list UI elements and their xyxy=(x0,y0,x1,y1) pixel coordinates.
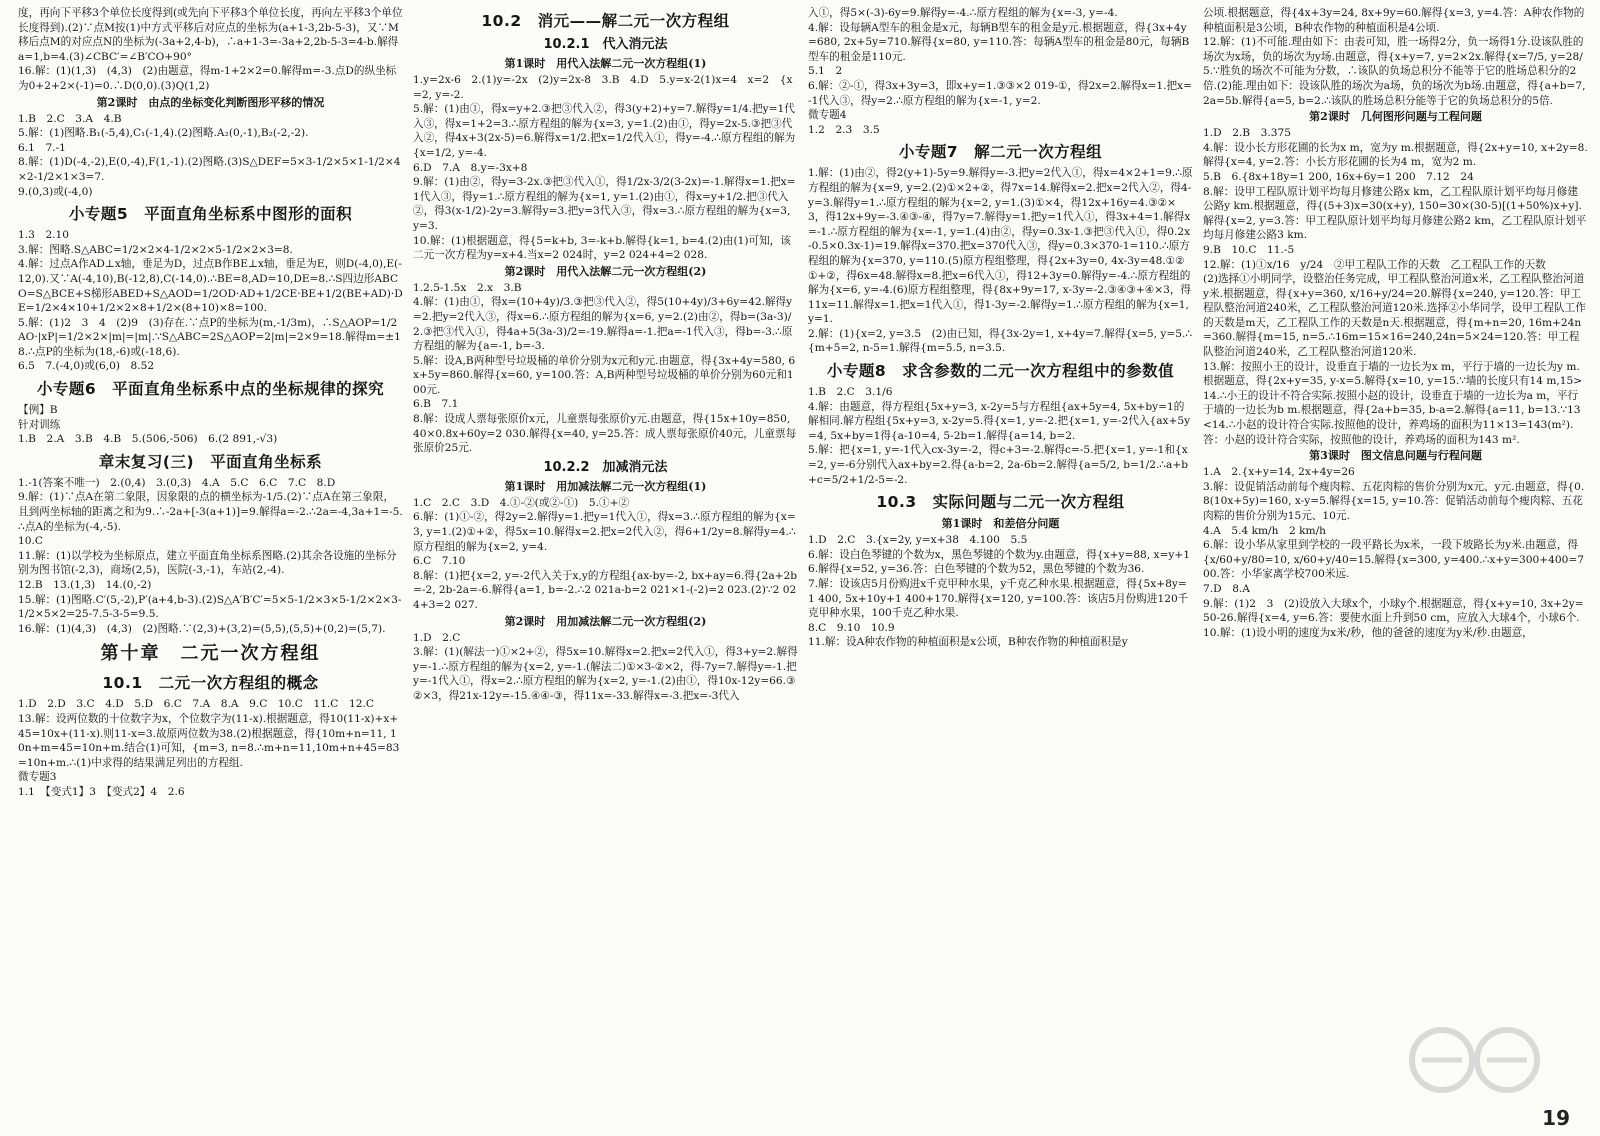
answer-paragraph: 6.C 7.10 xyxy=(413,555,466,568)
answer-paragraph: 10.解：(1)设小明的速度为x米/秒，他的爸爸的速度为y米/秒.由题意， xyxy=(1203,626,1533,639)
lesson-title: 第2课时 几何图形问题与工程问题 xyxy=(1309,110,1482,124)
answer-paragraph: 3.解：设促销活动前每个瘦肉粽、五花肉粽的售价分别为x元、y元.由题意，得{0.8(10x+5y)=160, x-y=5.解得{x=15, y=10.答：促销活动前每个瘦肉粽、五花肉粽的售价分别为15元、10元. xyxy=(1203,480,1585,522)
answer-paragraph: 13.解：设两位数的十位数字为x，个位数字为(11-x).根据题意，得10(11-x)+x+45=10x+(11-x).则11-x=3.故原两位数为38.(2)根据题意，得{10m+n=11, 10n+m=45=10n+m.结合(1)可知，{m=3, n=8.∴m+n=11,10m+n+45=83=10n+m.∴(1)中求得的结果满足列出的方程组. xyxy=(18,712,400,769)
answer-paragraph: 1.D 2.C 3.{x=2y, y=x+38 4.100 5.5 xyxy=(808,534,1028,547)
section-title: 小专题5 平面直角坐标系中图形的面积 xyxy=(68,205,353,224)
column-2 xyxy=(413,6,798,1136)
answer-paragraph: 4.A 5.4 km/h 2 km/h xyxy=(1203,524,1326,537)
column-1 xyxy=(18,6,403,1136)
answer-paragraph: 3.解：(1)(解法一)①×2+②，得5x=10.解得x=2.把x=2代入①，得3+y=2.解得y=-1.∴原方程组的解为{x=2, y=-1.(解法二)①×3-②×2，得-7y=7.解得y=-1.把y=-1代入①，得x=2.∴原方程组的解为{x=2, y=-1.(2)由①，得10x-12y=66.③②×3，得21x-12y=-15.④④-③，得11x=-33.解得x=-3.把x=-3代入 xyxy=(413,646,798,702)
section-title: 10.1 二元一次方程组的概念 xyxy=(102,674,319,693)
answer-paragraph: 10.C xyxy=(18,535,43,548)
section-title: 小专题6 平面直角坐标系中点的坐标规律的探究 xyxy=(36,380,385,399)
answer-paragraph: 9.B 10.C 11.-5 xyxy=(1203,243,1295,256)
answer-paragraph: 1.B 2.C 3.A 4.B xyxy=(18,112,122,125)
answer-paragraph: 8.解：设成人票每张原价x元，儿童票每张原价y元.由题意，得{15x+10y=850, 40×0.8x+60y=2 030.解得{x=40, y=25.答：成人票每张原价40元，儿童票每张原价25元. xyxy=(413,413,797,455)
answer-paragraph: 8.解：设甲工程队原计划平均每月修建公路x km，乙工程队原计划平均每月修建公路y km.根据题意，得{(5+3)x=30(x+y), 150=30×(30-5)[(1+50%)x+y].解得{x=2, y=3.答：甲工程队原计划平均每月修建公路2 km，乙工程队原计划平均每月修建公路3 km. xyxy=(1203,185,1587,242)
answer-paragraph: 2.解：(1){x=2, y=3.5 (2)由已知，得{3x-2y=1, x+4y=7.解得{x=5, y=5.∴{m+5=2, n-5=1.解得{m=5.5, n=3.5. xyxy=(808,327,1193,355)
answer-paragraph: 针对训练 xyxy=(18,418,61,431)
answer-paragraph: 度，再向下平移3个单位长度得到(或先向下平移3个单位长度，再向左平移3个单位长度得到).(2)∵点M按(1)中方式平移后对应点的坐标为(a+1-3,2b-5-3)，又∵M移后点M的对应点N的坐标为(-3a+2,4-b)，∴a+1-3=-3a+2,2b-5-3=4-b.解得a=1,b=4.(3)∠CBC′=∠B′CO+90° xyxy=(18,7,403,63)
answer-paragraph: 6.解：设小华从家里到学校的一段平路长为x米，一段下坡路长为y米.由题意，得{x/60+y/80=10, x/60+y/40=15.解得{x=300, y=400.∴x+y=300+400=700.答：小华家离学校700米远. xyxy=(1203,539,1584,581)
answer-paragraph: 8.解：(1)D(-4,-2),E(0,-4),F(1,-1).(2)图略.(3)S△DEF=5×3-1/2×5×1-1/2×4×2-1/2×1×3=7. xyxy=(18,156,401,183)
answer-paragraph: 6.B 7.1 xyxy=(413,398,459,411)
answer-paragraph: 1.C 2.C 3.D 4.①-②(或②-①) 5.①+② xyxy=(413,496,630,509)
answer-paragraph: 微专题3 xyxy=(18,771,57,784)
column-4 xyxy=(1203,6,1588,1136)
answer-paragraph: 10.解：(1)根据题意，得{5=k+b, 3=-k+b.解得{k=1, b=4.(2)由(1)可知，该二元一次方程为y=x+4.当x=2 024时，y=2 024+4=2 028. xyxy=(413,234,791,262)
section-title: 10.2 消元——解二元一次方程组 xyxy=(481,12,730,30)
answer-paragraph: 5.1 2 xyxy=(808,65,843,78)
answer-paragraph: 【例】B xyxy=(18,404,58,417)
lesson-title: 第1课时 和差倍分问题 xyxy=(941,517,1060,531)
answer-paragraph: 1.3 2.10 xyxy=(18,229,70,242)
answer-paragraph: 5.B 6.{8x+18y=1 200, 16x+6y=1 200 7.12 24 xyxy=(1203,170,1474,183)
page-number: 19 xyxy=(1542,1106,1570,1130)
answer-paragraph: 1.y=2x-6 2.(1)y=-2x (2)y=2x-8 3.B 4.D 5.y=x-2(1)x=4 x=2 {x=2, y=-2. xyxy=(413,74,793,101)
answer-paragraph: 6.解：(1)①-②，得2y=2.解得y=1.把y=1代入①，得x=3.∴原方程组的解为{x=3, y=1.(2)①+②，得5x=10.解得x=2.把x=2代入②，得6+1/2y=8.解得y=4.∴原方程组的解为{x=2, y=4. xyxy=(413,511,796,553)
answer-paragraph: 4.解：由题意，得方程组{5x+y=3, x-2y=5与方程组{ax+5y=4, 5x+by=1的解相同.解方程组{5x+y=3, x-2y=5.得{x=1, y=-2.把{x=1, y=-2代入{ax+5y=4, 5x+by=1得{a-10=4, 5-2b=1.解得{a=14, b=2. xyxy=(808,400,1191,442)
answer-paragraph: 9.(0,3)或(-4,0) xyxy=(18,185,93,198)
chapter-title: 第十章 二元一次方程组 xyxy=(100,643,321,665)
answer-paragraph: 3.解：图略.S△ABC=1/2×2×4-1/2×2×5-1/2×2×3=8. xyxy=(18,243,293,256)
answer-paragraph: 6.1 7.-1 xyxy=(18,141,66,154)
answer-paragraph: 15.解：(1)图略.C′(5,-2),P′(a+4,b-3).(2)S△A′B′C′=5×5-1/2×3×5-1/2×2×3-1/2×5×2=25-7.5-3-5=9.5. xyxy=(18,593,402,621)
answer-paragraph: 1.B 2.C 3.1/6 xyxy=(808,386,893,399)
answer-paragraph: 5.解：把{x=1, y=-1代入cx-3y=-2，得c+3=-2.解得c=-5.把{x=1, y=-1和{x=2, y=-6分别代入ax+by=2.得{a-b=2, 2a-6b=2.解得{a=5/2, b=1/2.∴a+b+c=5/2+1/2-5=-2. xyxy=(808,444,1189,486)
answer-paragraph: 6.解：设白色琴键的个数为x，黑色琴键的个数为y.由题意，得{x+y=88, x=y+16.解得{x=52, y=36.答：白色琴键的个数为52，黑色琴键的个数为36. xyxy=(808,548,1190,576)
answer-paragraph: 7.解：设该店5月份购进x千克甲种水果，y千克乙种水果.根据题意，得{5x+8y=1 400, 5x+10y+1 400+170.解得{x=120, y=100.答：该店5月份购进120千克甲种水果，100千克乙种水果. xyxy=(808,578,1189,620)
answer-paragraph: 7.D 8.A xyxy=(1203,582,1250,595)
answer-paragraph: 1.2 2.3 3.5 xyxy=(808,123,880,136)
answer-paragraph: 16.解：(1)(4,3) (4,3) (2)图略.∵(2,3)+(3,2)=(5,5),(5,5)+(0,2)=(5,7). xyxy=(18,622,386,635)
answer-paragraph: 6.解：②-①，得3x+3y=3，即x+y=1.③③×2 019-①，得2x=2.解得x=1.把x=-1代入③，得y=2.∴原方程组的解为{x=-1, y=2. xyxy=(808,79,1192,107)
answer-paragraph: 公顷.根据题意，得{4x+3y=24, 8x+9y=60.解得{x=3, y=4.答：A种农作物的种植面积是3公顷，B种农作物的种植面积是4公顷. xyxy=(1203,7,1585,34)
answer-paragraph: 1.B 2.A 3.B 4.B 5.(506,-506) 6.(2 891,-√3) xyxy=(18,433,278,446)
section-title: 章末复习(三) 平面直角坐标系 xyxy=(98,452,323,471)
subsection-title: 10.2.1 代入消元法 xyxy=(543,37,668,52)
lesson-title: 第1课时 用加减法解二元一次方程组(1) xyxy=(504,479,707,493)
answer-paragraph: 5.解：(1)2 3 4 (2)9 (3)存在.∵点P的坐标为(m,-1/3m)，∴S△AOP=1/2AO·|xP|=1/2×2×|m|=|m|.∵S△ABC=2S△AOP=2|m|=2×9=18.解得m=±18.∴点P的坐标为(18,-6)或(-18,6). xyxy=(18,316,401,358)
section-title: 10.3 实际问题与二元一次方程组 xyxy=(876,493,1125,512)
lesson-title: 第1课时 用代入法解二元一次方程组(1) xyxy=(504,57,707,70)
answer-paragraph: 1.-1(答案不唯一) 2.(0,4) 3.(0,3) 4.A 5.C 6.C 7.C 8.D xyxy=(18,476,336,489)
answer-paragraph: 1.D 2.B 3.375 xyxy=(1203,127,1292,140)
answer-paragraph: 1.2.5-1.5x 2.x 3.B xyxy=(413,281,522,294)
answer-paragraph: 12.解：(1)不可能.理由如下：由表可知，胜一场得2分，负一场得1分.设该队胜的场次为x场，负的场次为y场.由题意，得{x+y=7, y=2×2x.解得{x=7/5, y=28/5.∵胜负的场次不可能为分数，∴该队的负场总积分不能等于它的胜场总积分的2倍.(2)能.理由如下：设该队胜的场次为a场，负的场次为b场.由题意，得{a+b=7, 2a=5b.解得{a=5, b=2.∴该队的胜场总积分能等于它的负场总积分的5倍. xyxy=(1203,36,1586,107)
section-title: 小专题7 解二元一次方程组 xyxy=(898,143,1103,162)
answer-paragraph: 8.C 9.10 10.9 xyxy=(808,621,895,634)
answer-paragraph: 1.A 2.{x+y=14, 2x+4y=26 xyxy=(1203,466,1355,479)
answer-paragraph: 12.解：(1)①x/16 y/24 ②甲工程队工作的天数 乙工程队工作的天数 xyxy=(1203,258,1546,271)
lesson-title: 第2课时 用代入法解二元一次方程组(2) xyxy=(504,264,707,278)
answer-paragraph: 微专题4 xyxy=(808,109,847,122)
answer-paragraph: (2)选择①小明同学，设整治任务完成，甲工程队整治河道x米，乙工程队整治河道y米.根据题意，得{x+y=360, x/16+y/24=20.解得{x=240, y=120.答：甲工程队整治河道240米，乙工程队整治河道120米.选择②小华同学，设甲工程队工作的天数是m天，乙工程队工作的天数是n天.根据题意，得{m+n=20, 16m+24n=360.解得{m=15, n=5.∴16m=15×16=240,24n=5×24=120.答：甲工程队整治河道240米，乙工程队整治河道120米. xyxy=(1203,273,1586,359)
answer-paragraph: 入①，得5×(-3)-6y=9.解得y=-4.∴原方程组的解为{x=-3, y=-4. xyxy=(808,7,1118,19)
answer-paragraph: 4.解：过点A作AD⊥x轴，垂足为D，过点B作BE⊥x轴，垂足为E，则D(-4,0),E(-12,0).又∵A(-4,10),B(-12,8),C(-14,0).∴BE=8,AD=10,DE=8.∴S四边形ABCO=S△BCE+S梯形ABED+S△AOD=1/2OD·AD+1/2CE·BE+1/2(BE+AD)·DE=1/2×4×10+1/2×2×8+1/2×(8+10)×8=100. xyxy=(18,258,403,315)
answer-paragraph: 4.解：设小长方形花圃的长为x m，宽为y m.根据题意，得{2x+y=10, x+2y=8.解得{x=4, y=2.答：小长方形花圃的长为4 m，宽为2 m. xyxy=(1203,141,1588,169)
answer-paragraph: 12.B 13.(1,3) 14.(0,-2) xyxy=(18,579,152,591)
answer-paragraph: 1.D 2.C xyxy=(413,631,461,644)
answer-paragraph: 9.解：(1)2 3 (2)设放入大球x个，小球y个.根据题意，得{x+y=10, 3x+2y=50-26.解得{x=4, y=6.答：要使水面上升到50 cm，应放入大球4个，小球6个. xyxy=(1203,597,1584,625)
answer-paragraph: 11.解：(1)以学校为坐标原点，建立平面直角坐标系图略.(2)其余各设施的坐标分别为图书馆(-2,3)，商场(2,5)，医院(-3,-1)，车站(2,-4). xyxy=(18,549,397,577)
answer-paragraph: 5.解：(1)图略.B₁(-5,4),C₁(-1,4).(2)图略.A₂(0,-1),B₂(-2,-2). xyxy=(18,127,309,140)
answer-paragraph: 4.解：设每辆A型车的租金是x元，每辆B型车的租金是y元.根据题意，得{3x+4y=680, 2x+5y=710.解得{x=80, y=110.答：每辆A型车的租金是80元，每辆B型车的租金是110元. xyxy=(808,21,1190,63)
section-title: 小专题8 求含参数的二元一次方程组中的参数值 xyxy=(826,362,1175,381)
answer-paragraph: 6.5 7.(-4,0)或(6,0) 8.52 xyxy=(18,360,155,373)
answer-paragraph: 16.解：(1)(1,3) (4,3) (2)由题意，得m-1+2×2=0.解得m=-3.点D的纵坐标为0+2+2×(-1)=0.∴D(0,0).(3)Q(1,2) xyxy=(18,65,397,92)
answer-paragraph: 1.1 【变式1】3 【变式2】4 2.6 xyxy=(18,785,185,798)
lesson-title: 第2课时 由点的坐标变化判断图形平移的情况 xyxy=(96,95,325,109)
answer-paragraph: 9.解：(1)由②，得y=3-2x.③把③代入①，得1/2x-3/2(3-2x)=-1.解得x=1.把x=1代入③，得y=1.∴原方程组的解为{x=1, y=1.(2)由①，得x=y+1/2.把③代入②，得3(x-1/2)-2y=3.解得y=3.把y=3代入③，得x=3.∴原方程组的解为{x=3, y=3. xyxy=(413,176,796,232)
subsection-title: 10.2.2 加减消元法 xyxy=(543,459,668,475)
answer-paragraph: 5.解：(1)由①，得x=y+2.③把③代入②，得3(y+2)+y=7.解得y=1/4.把y=1代入③，得x=1+2=3.∴原方程组的解为{x=3, y=1.(2)由①，得y=2x-5.③把③代入②，得4x+3(2x-5)=6.解得x=1/2.把x=1/2代入①，得y=-4.∴原方程组的解为{x=1/2, y=-4. xyxy=(413,103,796,159)
answer-paragraph: 4.解：(1)由①，得x=(10+4y)/3.③把③代入②，得5(10+4y)/3+6y=42.解得y=2.把y=2代入③，得x=6.∴原方程组的解为{x=6, y=2.(2)由②，得b=(3a-3)/2.③把③代入①，得4a+5(3a-3)/2=-19.解得a=-1.把a=-1代入③，得b=-3.∴原方程组的解为{a=-1, b=-3. xyxy=(413,296,793,353)
answer-paragraph: 5.解：设A,B两种型号垃圾桶的单价分别为x元和y元.由题意，得{3x+4y=580, 6x+5y=860.解得{x=60, y=100.答：A,B两种型号垃圾桶的单价分别为60元和100元. xyxy=(413,354,796,396)
lesson-title: 第3课时 图文信息问题与行程问题 xyxy=(1309,449,1482,463)
answer-paragraph: 8.解：(1)把{x=2, y=-2代入关于x,y的方程组{ax-by=-2, bx+ay=6.得{2a+2b=-2, 2b-2a=-6.解得{a=1, b=-2.∴2 021a-b=2 021×1-(-2)=2 023.(2)∵2 024+3=2 027. xyxy=(413,569,798,611)
answer-paragraph: 1.D 2.D 3.C 4.D 5.D 6.C 7.A 8.A 9.C 10.C 11.C 12.C xyxy=(18,698,374,711)
answer-paragraph: 11.解：设A种农作物的种植面积是x公顷，B种农作物的种植面积是y xyxy=(808,636,1128,649)
lesson-title: 第2课时 用加减法解二元一次方程组(2) xyxy=(504,614,707,628)
answer-paragraph: 13.解：按照小王的设计，设垂直于墙的一边长为x m，平行于墙的一边长为y m.根据题意，得{2x+y=35, y-x=5.解得{x=10, y=15.∵墙的长度只有14 m,15>14.∴小王的设计不符合实际.按照小赵的设计，设垂直于墙的一边长为a m，平行于墙的一边长为b m.根据题意，得{2a+b=35, b-a=2.解得{a=11, b=13.∵13<14.∴小赵的设计符合实际.按照他的设计，养鸡场的面积为11×13=143(m²).答：小赵的设计符合实际，按照他的设计，养鸡场的面积为143 m². xyxy=(1203,360,1583,446)
answer-paragraph: 1.解：(1)由②，得2(y+1)-5y=9.解得y=-3.把y=2代入①，得x=4×2+1=9.∴原方程组的解为{x=9, y=2.(2)①×2+②，得7x=14.解得x=2.把x=2代入②，得4-y=3.解得y=1.∴原方程组的解为{x=2, y=1.(3)①×4，得12x+16y=4.③②×3，得12x+9y=-3.④③-④，得7y=7.解得y=1.把y=1代入①，得3x+4=1.解得x=-1.∴原方程组的解为{x=-1, y=1.(4)由②，得y=0.3x-1.③把③代入①，得0.2x-0.5×0.3x-1)=19.解得x=370.把x=370代入③，得y=0.3×370-1=110.∴原方程组的解为{x=370, y=110.(5)原方程组整理，得{2x+3y=0, 4x-3y=48.①②①+②，得6x=48.解得x=8.把x=6代入①，得12+3y=0.解得y=-4.∴原方程组的解为{x=6, y=-4.(6)原方程组整理，得{8x+9y=17, x-3y=-2.③④③+④×3，得11x=11.解得x=1.把x=1代入①，得1-3y=-2.解得y=1.∴原方程组的解为{x=1, y=1. xyxy=(808,167,1193,326)
answer-paragraph: 9.解：(1)∵点A在第二象限，因象限的点的横坐标为-1/5.(2)∵点A在第三象限，且到两坐标轴的距离之和为9.∴-2a+[-3(a+1)]=9.解得a=-2.∴2a=-4,3a+1=-5.∴点A的坐标为(-4,-5). xyxy=(18,491,403,533)
answer-paragraph: 6.D 7.A 8.y=-3x+8 xyxy=(413,161,528,174)
column-3 xyxy=(808,6,1193,1136)
